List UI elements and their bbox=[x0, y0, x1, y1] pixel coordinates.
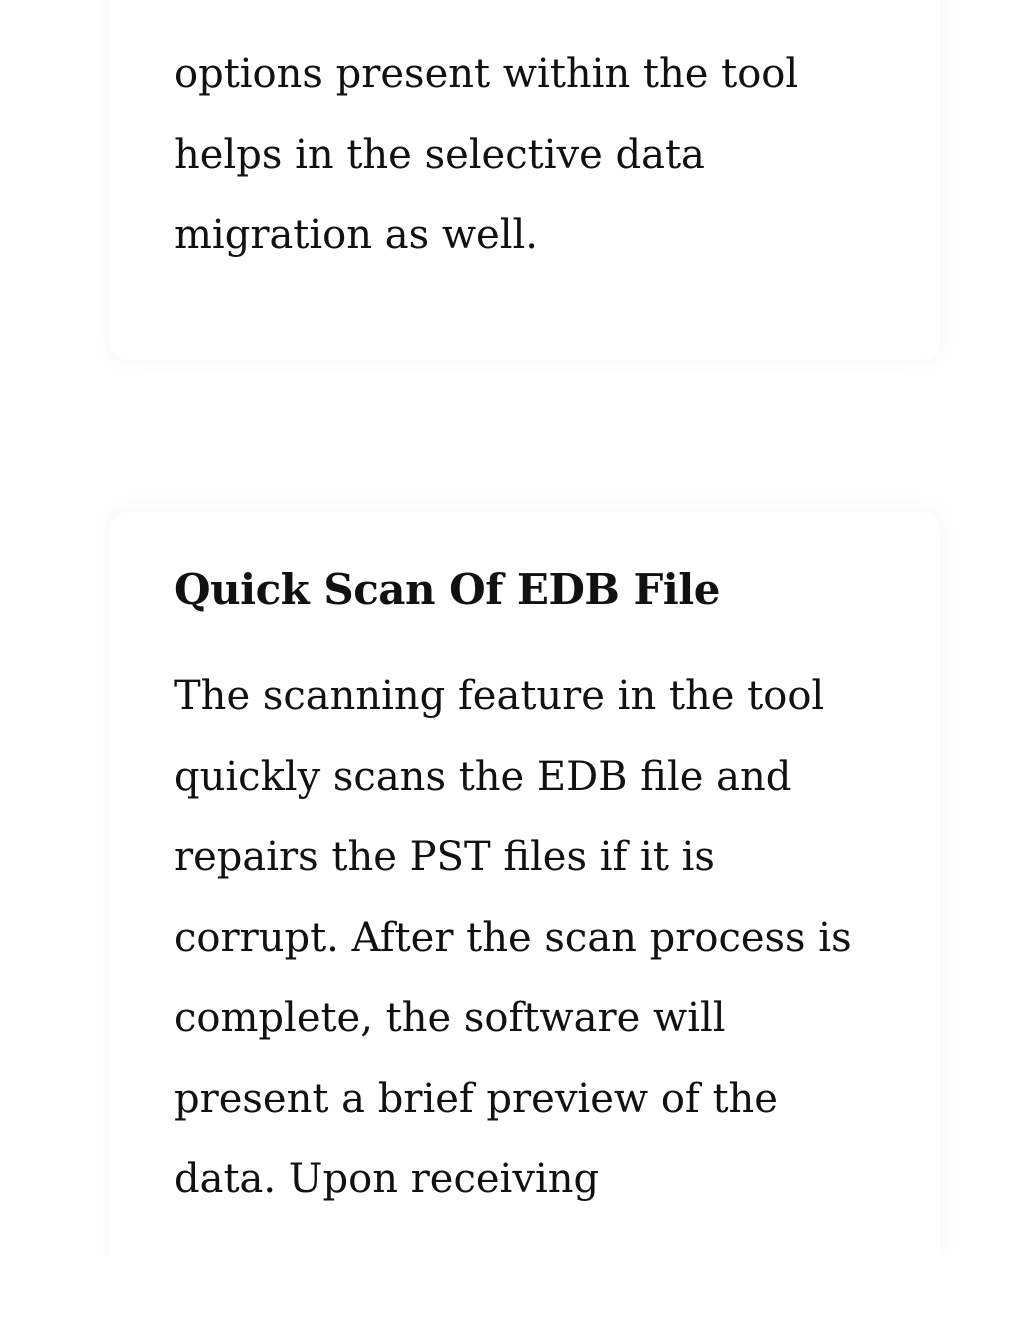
bottom-viewport-edge bbox=[0, 1255, 1024, 1325]
clipped-next-line bbox=[174, 1232, 594, 1256]
feature-paragraph: The scanning feature in the tool quickly scans the EDB file and repairs the PST files if it is corrupt. After the scan process is complete, the software will present a brief preview of the data. Upon receiving bbox=[174, 673, 852, 1202]
top-paragraph: options present within the tool helps in the selective data migration as well. bbox=[174, 51, 799, 258]
feature-heading: Quick Scan Of EDB File bbox=[174, 565, 720, 614]
